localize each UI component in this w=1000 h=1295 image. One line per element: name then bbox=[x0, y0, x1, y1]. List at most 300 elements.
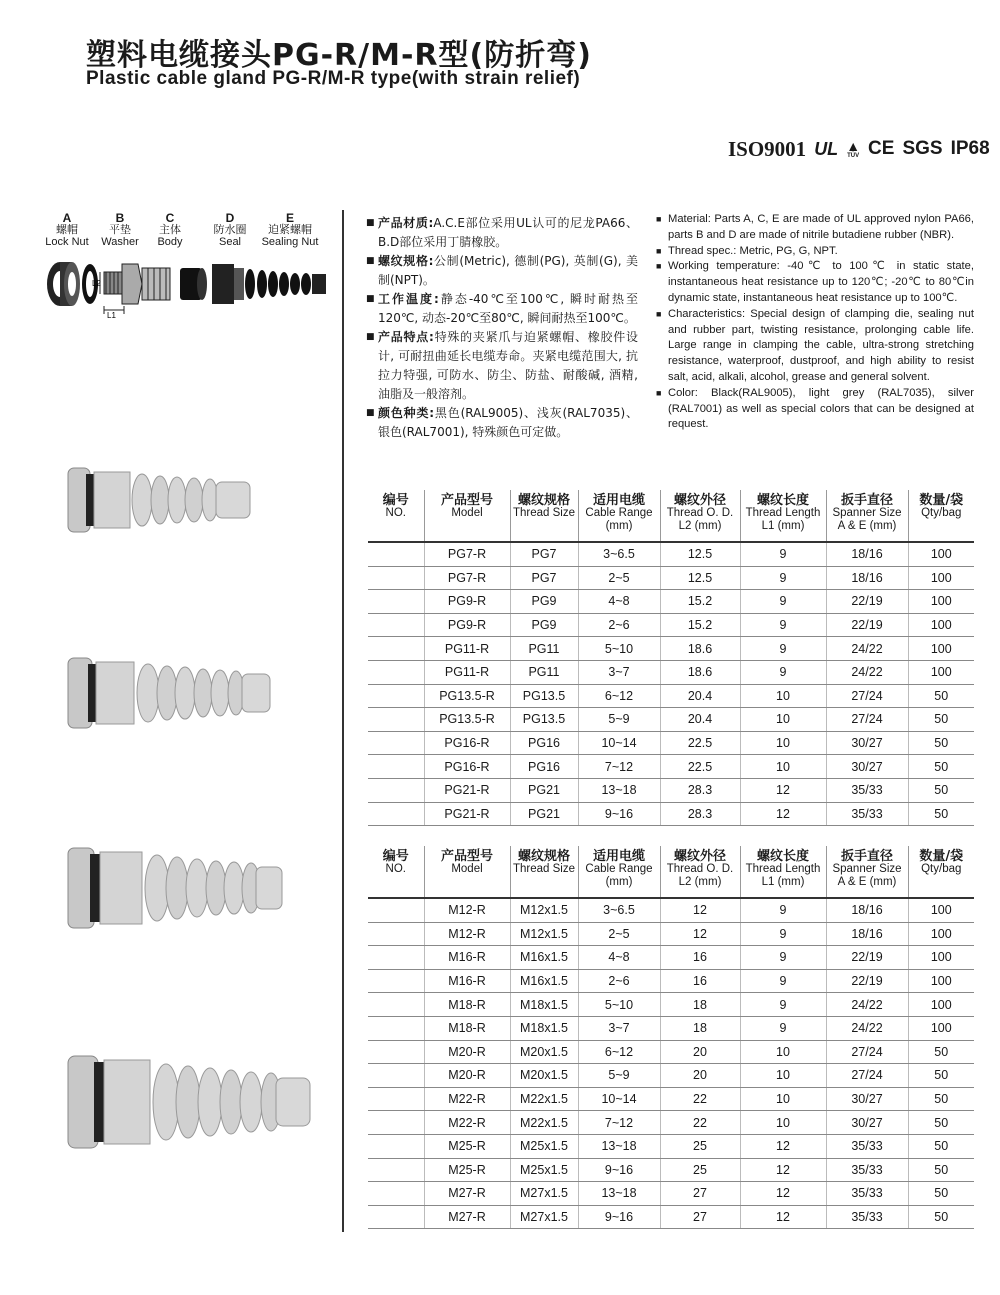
column-header-en: Thread Length L1 (mm) bbox=[745, 863, 821, 888]
column-header bbox=[660, 490, 740, 542]
table-cell: 3~6.5 bbox=[578, 542, 660, 566]
column-header-en: Spanner Size A & E (mm) bbox=[832, 507, 902, 532]
table-cell: 9 bbox=[740, 898, 826, 922]
table-cell bbox=[368, 684, 424, 708]
table-cell bbox=[368, 898, 424, 922]
table-cell: 27/24 bbox=[826, 1064, 908, 1088]
table-cell: 18 bbox=[660, 993, 740, 1017]
table-cell bbox=[368, 1205, 424, 1229]
table-row bbox=[368, 1016, 974, 1040]
table-cell: 35/33 bbox=[826, 1158, 908, 1182]
table-cell: 50 bbox=[908, 1134, 974, 1158]
table-cell: M27x1.5 bbox=[510, 1182, 578, 1206]
table-cell: 9~16 bbox=[578, 1205, 660, 1229]
table-cell: 9 bbox=[740, 660, 826, 684]
column-header bbox=[578, 490, 660, 542]
table-cell: 35/33 bbox=[826, 1182, 908, 1206]
table-cell: PG7-R bbox=[424, 566, 510, 590]
table-cell: M27x1.5 bbox=[510, 1205, 578, 1229]
spec-cn-thread: ■ 螺纹规格:公制(Metric), 德制(PG), 英制(G), 美制(NPT)。 bbox=[366, 252, 638, 290]
table-row bbox=[368, 922, 974, 946]
table-cell: 9 bbox=[740, 613, 826, 637]
table-cell: 12 bbox=[740, 1134, 826, 1158]
table-cell: 5~10 bbox=[578, 993, 660, 1017]
table-cell: 12 bbox=[740, 778, 826, 802]
table-cell bbox=[368, 778, 424, 802]
table-cell: 5~9 bbox=[578, 1064, 660, 1088]
table-row bbox=[368, 660, 974, 684]
table-cell: 2~5 bbox=[578, 566, 660, 590]
table-cell: 2~5 bbox=[578, 922, 660, 946]
title-english: Plastic cable gland PG-R/M-R type(with strain relief) bbox=[86, 68, 581, 89]
table-cell: PG16-R bbox=[424, 755, 510, 779]
table-cell: PG21-R bbox=[424, 802, 510, 826]
table-row bbox=[368, 1182, 974, 1206]
spec-en-characteristics: ■ Characteristics: Special design of clamping die, sealing nut and rubber part, twisting resistance, prolonging cable life. Large range in clamping the cable, ultra-strong stretching resistance, waterproof, dustproof, and high ability to resist salt, acid, alkali, alcohol, grease and general solvent. bbox=[656, 307, 974, 386]
table-row bbox=[368, 946, 974, 970]
table-row bbox=[368, 684, 974, 708]
table-cell: 35/33 bbox=[826, 802, 908, 826]
column-header bbox=[368, 490, 424, 542]
column-header-en: Thread Size bbox=[512, 507, 575, 519]
tuv-label: TÜV bbox=[847, 153, 860, 159]
table-cell: 24/22 bbox=[826, 660, 908, 684]
table-cell: 9 bbox=[740, 1016, 826, 1040]
table-row bbox=[368, 708, 974, 732]
table-cell: 22.5 bbox=[660, 731, 740, 755]
table-cell bbox=[368, 969, 424, 993]
table-cell: PG11-R bbox=[424, 637, 510, 661]
table-cell: 100 bbox=[908, 922, 974, 946]
table-cell bbox=[368, 755, 424, 779]
seal-icon bbox=[180, 268, 207, 300]
column-header-en: Qty/bag bbox=[921, 863, 962, 875]
table-cell: M20-R bbox=[424, 1040, 510, 1064]
table-row bbox=[368, 590, 974, 614]
table-cell: 18/16 bbox=[826, 922, 908, 946]
table-cell: M12x1.5 bbox=[510, 898, 578, 922]
table-cell: 20 bbox=[660, 1064, 740, 1088]
table-cell bbox=[368, 1111, 424, 1135]
table-cell: 27 bbox=[660, 1182, 740, 1206]
column-header-cn: 螺纹规格 bbox=[517, 493, 570, 508]
table-cell: 12 bbox=[660, 898, 740, 922]
table-cell: 100 bbox=[908, 993, 974, 1017]
table-cell: 12 bbox=[740, 1158, 826, 1182]
metric-spec-table bbox=[368, 846, 974, 1229]
table-cell: 30/27 bbox=[826, 1087, 908, 1111]
table-cell: 24/22 bbox=[826, 1016, 908, 1040]
sgs-logo: SGS bbox=[902, 138, 943, 159]
column-header bbox=[510, 490, 578, 542]
title-chinese: 塑料电缆接头PG-R/M-R型(防折弯) bbox=[86, 38, 592, 73]
table-cell: PG7 bbox=[510, 566, 578, 590]
table-row bbox=[368, 1158, 974, 1182]
table-cell: 12 bbox=[740, 1205, 826, 1229]
table-row bbox=[368, 1134, 974, 1158]
table-cell bbox=[368, 637, 424, 661]
table-cell: M27-R bbox=[424, 1205, 510, 1229]
table-cell: 28.3 bbox=[660, 778, 740, 802]
table-cell: PG7 bbox=[510, 542, 578, 566]
table-cell: 2~6 bbox=[578, 613, 660, 637]
table-cell: 100 bbox=[908, 590, 974, 614]
table-cell: 30/27 bbox=[826, 755, 908, 779]
table-cell: 50 bbox=[908, 1205, 974, 1229]
table-cell: 9 bbox=[740, 542, 826, 566]
column-header bbox=[740, 490, 826, 542]
table-cell: M16x1.5 bbox=[510, 946, 578, 970]
table-cell: 18/16 bbox=[826, 898, 908, 922]
part-label-a: A 螺帽 Lock Nut bbox=[45, 211, 89, 248]
table-cell: PG16 bbox=[510, 755, 578, 779]
table-cell: 22.5 bbox=[660, 755, 740, 779]
column-header-cn: 螺纹外径 bbox=[673, 493, 726, 508]
table-cell: 100 bbox=[908, 566, 974, 590]
table-cell: 7~12 bbox=[578, 1111, 660, 1135]
ip68-logo: IP68 bbox=[950, 138, 990, 159]
table-cell: 50 bbox=[908, 778, 974, 802]
table-cell: M12-R bbox=[424, 922, 510, 946]
dim-l1-label: L1 bbox=[107, 311, 116, 320]
column-header-cn: 数量/袋 bbox=[919, 849, 964, 864]
table-cell: 10 bbox=[740, 708, 826, 732]
table-cell: 27/24 bbox=[826, 684, 908, 708]
table-cell: 13~18 bbox=[578, 1182, 660, 1206]
column-header-en: NO. bbox=[385, 507, 406, 519]
table-row bbox=[368, 613, 974, 637]
table-cell: M20-R bbox=[424, 1064, 510, 1088]
table-cell: 10 bbox=[740, 1040, 826, 1064]
table-cell: 12.5 bbox=[660, 542, 740, 566]
table-row bbox=[368, 1040, 974, 1064]
table-cell: 50 bbox=[908, 802, 974, 826]
table-cell bbox=[368, 1134, 424, 1158]
table-cell: 50 bbox=[908, 684, 974, 708]
table-cell: PG16 bbox=[510, 731, 578, 755]
spec-en-color: ■ Color: Black(RAL9005), light grey (RAL7035), silver (RAL7001) as well as special colors that can be designed at request. bbox=[656, 386, 974, 433]
table-cell: 50 bbox=[908, 1064, 974, 1088]
specs-english bbox=[656, 212, 974, 433]
specs-chinese bbox=[366, 214, 638, 442]
table-cell: M22-R bbox=[424, 1087, 510, 1111]
table-cell: PG13.5 bbox=[510, 708, 578, 732]
column-header-en: Cable Range (mm) bbox=[585, 863, 653, 888]
table-cell bbox=[368, 1182, 424, 1206]
product-photo-2 bbox=[60, 650, 280, 740]
table-cell: 7~12 bbox=[578, 755, 660, 779]
column-header-cn: 数量/袋 bbox=[919, 493, 964, 508]
table-cell: 30/27 bbox=[826, 1111, 908, 1135]
table-cell bbox=[368, 1087, 424, 1111]
table-cell: 50 bbox=[908, 1087, 974, 1111]
table-cell: 18/16 bbox=[826, 542, 908, 566]
table-cell: M25-R bbox=[424, 1134, 510, 1158]
table-cell: 15.2 bbox=[660, 613, 740, 637]
table-cell: PG7-R bbox=[424, 542, 510, 566]
column-header bbox=[908, 846, 974, 898]
table-cell bbox=[368, 1040, 424, 1064]
column-header-en: Qty/bag bbox=[921, 507, 962, 519]
table-cell bbox=[368, 731, 424, 755]
table-cell: M22-R bbox=[424, 1111, 510, 1135]
part-label-c: C 主体 Body bbox=[157, 211, 183, 248]
sealing-nut-icon bbox=[212, 264, 326, 304]
table-cell: 9 bbox=[740, 637, 826, 661]
table-cell: PG13.5 bbox=[510, 684, 578, 708]
table-cell: 9 bbox=[740, 946, 826, 970]
table-cell: 50 bbox=[908, 1040, 974, 1064]
table-cell: 18.6 bbox=[660, 637, 740, 661]
table-cell: 13~18 bbox=[578, 778, 660, 802]
column-header-en: Thread O. D. L2 (mm) bbox=[666, 507, 734, 532]
table-cell: 6~12 bbox=[578, 1040, 660, 1064]
table-cell: 27/24 bbox=[826, 708, 908, 732]
column-header bbox=[826, 846, 908, 898]
table-cell: 9 bbox=[740, 590, 826, 614]
spec-en-temperature: ■ Working temperature: -40℃ to 100℃ in static state, instantaneous heat resistance up to 120℃; -20℃ to 80℃in dynamic state, instantaneous heat resistance up to 100℃. bbox=[656, 259, 974, 306]
table-row bbox=[368, 566, 974, 590]
cable-gland-icon bbox=[68, 468, 250, 532]
table-cell: 100 bbox=[908, 613, 974, 637]
table-cell bbox=[368, 1016, 424, 1040]
column-header-en: Thread O. D. L2 (mm) bbox=[666, 863, 734, 888]
table-cell: 25 bbox=[660, 1134, 740, 1158]
product-photo-3 bbox=[60, 840, 290, 940]
table-row bbox=[368, 802, 974, 826]
table-cell: 10 bbox=[740, 731, 826, 755]
table-row bbox=[368, 731, 974, 755]
table-cell: 16 bbox=[660, 946, 740, 970]
table-cell: M18x1.5 bbox=[510, 1016, 578, 1040]
table-cell: 20 bbox=[660, 1040, 740, 1064]
table-cell: 4~8 bbox=[578, 590, 660, 614]
table-cell: 22 bbox=[660, 1111, 740, 1135]
column-header-cn: 螺纹长度 bbox=[756, 493, 809, 508]
table-cell: 12.5 bbox=[660, 566, 740, 590]
table-cell: M16-R bbox=[424, 969, 510, 993]
table-cell: 24/22 bbox=[826, 993, 908, 1017]
table-cell: 2~6 bbox=[578, 969, 660, 993]
table-cell: 4~8 bbox=[578, 946, 660, 970]
spec-en-thread: ■ Thread spec.: Metric, PG, G, NPT. bbox=[656, 244, 974, 260]
table-cell: M25x1.5 bbox=[510, 1158, 578, 1182]
table-cell: 3~7 bbox=[578, 660, 660, 684]
spec-cn-colors: ■ 颜色种类:黑色(RAL9005)、浅灰(RAL7035)、银色(RAL7001), 特殊颜色可定做。 bbox=[366, 404, 638, 442]
exploded-parts-drawing bbox=[40, 210, 330, 320]
table-cell: 13~18 bbox=[578, 1134, 660, 1158]
table-cell: 100 bbox=[908, 969, 974, 993]
table-cell bbox=[368, 613, 424, 637]
table-cell: 6~12 bbox=[578, 684, 660, 708]
table-cell: 10 bbox=[740, 1111, 826, 1135]
column-header bbox=[578, 846, 660, 898]
table-cell: 100 bbox=[908, 1016, 974, 1040]
column-header bbox=[424, 490, 510, 542]
body-icon bbox=[100, 264, 170, 314]
column-header-cn: 产品型号 bbox=[440, 849, 493, 864]
table-row bbox=[368, 778, 974, 802]
part-label-e: E 迫紧螺帽 Sealing Nut bbox=[261, 211, 319, 248]
column-header-en: Model bbox=[451, 863, 483, 875]
table-cell: 18 bbox=[660, 1016, 740, 1040]
cable-gland-icon bbox=[68, 848, 282, 928]
cable-gland-icon bbox=[68, 658, 270, 728]
product-photo-1 bbox=[60, 460, 270, 540]
column-header-cn: 扳手直径 bbox=[840, 493, 893, 508]
column-header-en: Model bbox=[451, 507, 483, 519]
table-cell: 50 bbox=[908, 1182, 974, 1206]
tuv-logo bbox=[846, 139, 860, 159]
table-cell: 5~10 bbox=[578, 637, 660, 661]
column-header-cn: 适用电缆 bbox=[592, 849, 645, 864]
table-cell: 50 bbox=[908, 708, 974, 732]
column-header-cn: 螺纹长度 bbox=[756, 849, 809, 864]
table-cell: 9 bbox=[740, 993, 826, 1017]
spec-cn-material: ■ 产品材质:A.C.E部位采用UL认可的尼龙PA66、B.D部位采用丁腈橡胶。 bbox=[366, 214, 638, 252]
ce-logo: CE bbox=[868, 138, 895, 159]
table-cell: PG11 bbox=[510, 660, 578, 684]
certification-logos bbox=[728, 136, 990, 162]
table-cell: 18/16 bbox=[826, 566, 908, 590]
table-cell: 35/33 bbox=[826, 1205, 908, 1229]
column-header-cn: 适用电缆 bbox=[592, 493, 645, 508]
column-header-cn: 螺纹规格 bbox=[517, 849, 570, 864]
table-cell bbox=[368, 993, 424, 1017]
table-row bbox=[368, 637, 974, 661]
column-header-cn: 螺纹外径 bbox=[673, 849, 726, 864]
table-cell bbox=[368, 1064, 424, 1088]
table-cell bbox=[368, 802, 424, 826]
column-header-cn: 扳手直径 bbox=[840, 849, 893, 864]
table-cell: 100 bbox=[908, 660, 974, 684]
parts-diagram bbox=[40, 210, 330, 320]
table-cell bbox=[368, 922, 424, 946]
table-cell: M22x1.5 bbox=[510, 1087, 578, 1111]
table-cell bbox=[368, 566, 424, 590]
table-cell: 16 bbox=[660, 969, 740, 993]
table-cell: 12 bbox=[740, 802, 826, 826]
iso9001-logo: ISO9001 bbox=[728, 136, 807, 161]
table-cell: 100 bbox=[908, 542, 974, 566]
table-cell: PG9 bbox=[510, 590, 578, 614]
table-cell: 10 bbox=[740, 1087, 826, 1111]
table-row bbox=[368, 1087, 974, 1111]
table-cell: 22/19 bbox=[826, 590, 908, 614]
table-cell: PG9 bbox=[510, 613, 578, 637]
table-cell: M25x1.5 bbox=[510, 1134, 578, 1158]
table-cell: 27/24 bbox=[826, 1040, 908, 1064]
table-cell: PG21 bbox=[510, 802, 578, 826]
table-cell: M16x1.5 bbox=[510, 969, 578, 993]
table-cell: 20.4 bbox=[660, 684, 740, 708]
table-cell: 27 bbox=[660, 1205, 740, 1229]
table-cell: 9 bbox=[740, 969, 826, 993]
table-cell: 50 bbox=[908, 1111, 974, 1135]
table-cell: PG9-R bbox=[424, 590, 510, 614]
table-cell: 22/19 bbox=[826, 613, 908, 637]
table-cell: 9~16 bbox=[578, 1158, 660, 1182]
table-cell bbox=[368, 660, 424, 684]
cable-gland-icon bbox=[68, 1056, 310, 1148]
column-header bbox=[740, 846, 826, 898]
table-cell: 35/33 bbox=[826, 778, 908, 802]
table-cell: 9 bbox=[740, 922, 826, 946]
table-cell: PG9-R bbox=[424, 613, 510, 637]
table-cell: 100 bbox=[908, 637, 974, 661]
table-row bbox=[368, 1205, 974, 1229]
table-cell: M25-R bbox=[424, 1158, 510, 1182]
table-cell: PG21 bbox=[510, 778, 578, 802]
column-header-cn: 编号 bbox=[382, 849, 409, 864]
table-cell: M12-R bbox=[424, 898, 510, 922]
table-cell: 20.4 bbox=[660, 708, 740, 732]
table-row bbox=[368, 542, 974, 566]
column-header-en: NO. bbox=[385, 863, 406, 875]
table-cell: PG11-R bbox=[424, 660, 510, 684]
column-header-en: Thread Length L1 (mm) bbox=[745, 507, 821, 532]
table-cell: M18x1.5 bbox=[510, 993, 578, 1017]
divider-line bbox=[342, 210, 344, 1232]
table-row bbox=[368, 969, 974, 993]
table-cell: M27-R bbox=[424, 1182, 510, 1206]
table-row bbox=[368, 1111, 974, 1135]
table-cell bbox=[368, 1158, 424, 1182]
table-cell: 10~14 bbox=[578, 1087, 660, 1111]
table-row bbox=[368, 898, 974, 922]
table-cell: 24/22 bbox=[826, 637, 908, 661]
column-header-en: Thread Size bbox=[512, 863, 575, 875]
spec-cn-temperature: ■ 工作温度:静态-40℃至100℃, 瞬时耐热至120℃, 动态-20℃至80℃, 瞬间耐热至100℃。 bbox=[366, 290, 638, 328]
table-cell: M18-R bbox=[424, 993, 510, 1017]
table-cell: 10 bbox=[740, 755, 826, 779]
column-header-cn: 编号 bbox=[382, 493, 409, 508]
ul-logo: UL bbox=[814, 138, 839, 159]
table-cell: M20x1.5 bbox=[510, 1040, 578, 1064]
table-cell: 18.6 bbox=[660, 660, 740, 684]
table-cell: 100 bbox=[908, 898, 974, 922]
table-cell: 35/33 bbox=[826, 1134, 908, 1158]
table-cell: 28.3 bbox=[660, 802, 740, 826]
table-cell: PG16-R bbox=[424, 731, 510, 755]
column-header bbox=[510, 846, 578, 898]
column-header-en: Cable Range (mm) bbox=[585, 507, 653, 532]
table-cell: 22 bbox=[660, 1087, 740, 1111]
table-cell: 22/19 bbox=[826, 969, 908, 993]
table-cell: 3~7 bbox=[578, 1016, 660, 1040]
table-cell bbox=[368, 708, 424, 732]
dim-l2-label: L2 bbox=[92, 279, 101, 288]
table-cell: 25 bbox=[660, 1158, 740, 1182]
table-cell: 12 bbox=[740, 1182, 826, 1206]
pg-spec-table bbox=[368, 490, 974, 826]
table-cell: 10 bbox=[740, 684, 826, 708]
column-header bbox=[660, 846, 740, 898]
table-cell: M12x1.5 bbox=[510, 922, 578, 946]
column-header bbox=[908, 490, 974, 542]
tuv-triangle-icon: ▲ bbox=[846, 138, 861, 154]
part-label-b: B 平垫 Washer bbox=[101, 211, 139, 248]
column-header bbox=[368, 846, 424, 898]
table-cell: 9~16 bbox=[578, 802, 660, 826]
lock-nut-icon bbox=[47, 262, 80, 306]
table-cell: 15.2 bbox=[660, 590, 740, 614]
column-header-cn: 产品型号 bbox=[440, 493, 493, 508]
table-cell: 50 bbox=[908, 731, 974, 755]
table-row bbox=[368, 755, 974, 779]
table-row bbox=[368, 1064, 974, 1088]
table-cell: 50 bbox=[908, 1158, 974, 1182]
